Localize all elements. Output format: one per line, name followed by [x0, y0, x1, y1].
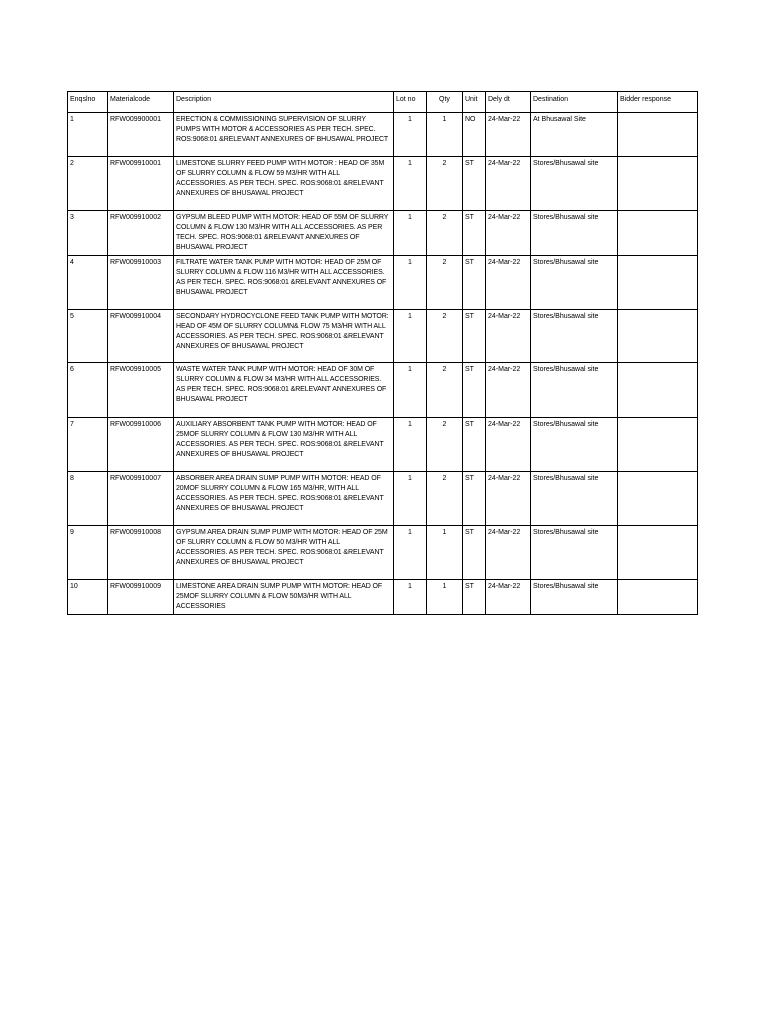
cell-destination: Stores/Bhusawal site [531, 418, 618, 472]
cell-materialcode: RFW009910003 [108, 256, 174, 310]
header-bidder-response: Bidder response [618, 92, 698, 113]
table-row [68, 256, 698, 310]
cell-bidder-response[interactable] [618, 363, 698, 418]
cell-unit: NO [463, 113, 486, 157]
cell-delydt: 24-Mar-22 [486, 256, 531, 310]
cell-delydt: 24-Mar-22 [486, 157, 531, 211]
cell-description: LIMESTONE SLURRY FEED PUMP WITH MOTOR : HEAD OF 35M OF SLURRY COLUMN & FLOW 59 M3/HR WITH ALL ACCESSORIES. AS PER TECH. SPEC. ROS:9068:01 &RELEVANT ANNEXURES OF BHUSAWAL PROJECT [174, 157, 394, 211]
cell-description: FILTRATE WATER TANK PUMP WITH MOTOR: HEAD OF 25M OF SLURRY COLUMN & FLOW 116 M3/HR WITH ALL ACCESSORIES. AS PER TECH. SPEC. ROS:9068:01 &RELEVANT ANNEXURES OF BHUSAWAL PROJECT [174, 256, 394, 310]
cell-destination: Stores/Bhusawal site [531, 310, 618, 363]
cell-lotno: 1 [394, 580, 427, 615]
cell-lotno: 1 [394, 418, 427, 472]
header-description: Description [174, 92, 394, 113]
table-row [68, 310, 698, 363]
cell-qty: 2 [427, 256, 463, 310]
cell-enqslno: 6 [68, 363, 108, 418]
cell-destination: Stores/Bhusawal site [531, 472, 618, 526]
cell-enqslno: 2 [68, 157, 108, 211]
cell-materialcode: RFW009910006 [108, 418, 174, 472]
cell-enqslno: 9 [68, 526, 108, 580]
cell-description: WASTE WATER TANK PUMP WITH MOTOR: HEAD OF 30M OF SLURRY COLUMN & FLOW 34 M3/HR WITH ALL ACCESSORIES. AS PER TECH. SPEC. ROS:9068:01 &RELEVANT ANNEXURES OF BHUSAWAL PROJECT [174, 363, 394, 418]
cell-description: SECONDARY HYDROCYCLONE FEED TANK PUMP WITH MOTOR: HEAD OF 45M OF SLURRY COLUMN& FLOW 75 M3/HR WITH ALL ACCESSORIES. AS PER TECH. SPEC. ROS:9068:01 &RELEVANT ANNEXURES OF BHUSAWAL PROJECT [174, 310, 394, 363]
cell-unit: ST [463, 526, 486, 580]
table-row [68, 363, 698, 418]
cell-delydt: 24-Mar-22 [486, 580, 531, 615]
cell-qty: 1 [427, 580, 463, 615]
cell-enqslno: 7 [68, 418, 108, 472]
cell-bidder-response[interactable] [618, 526, 698, 580]
cell-qty: 2 [427, 211, 463, 256]
cell-unit: ST [463, 418, 486, 472]
cell-bidder-response[interactable] [618, 472, 698, 526]
header-enqslno: Enqslno [68, 92, 108, 113]
cell-description: ABSORBER AREA DRAIN SUMP PUMP WITH MOTOR: HEAD OF 20MOF SLURRY COLUMN & FLOW 165 M3/HR, WITH ALL ACCESSORIES. AS PER TECH. SPEC. ROS:9068:01 &RELEVANT ANNEXURES OF BHUSAWAL PROJECT [174, 472, 394, 526]
header-qty: Qty [427, 92, 463, 113]
cell-delydt: 24-Mar-22 [486, 113, 531, 157]
cell-enqslno: 8 [68, 472, 108, 526]
cell-materialcode: RFW009910002 [108, 211, 174, 256]
table-row [68, 526, 698, 580]
cell-destination: Stores/Bhusawal site [531, 157, 618, 211]
cell-unit: ST [463, 157, 486, 211]
header-unit: Unit [463, 92, 486, 113]
cell-enqslno: 5 [68, 310, 108, 363]
cell-unit: ST [463, 310, 486, 363]
cell-materialcode: RFW009910004 [108, 310, 174, 363]
cell-delydt: 24-Mar-22 [486, 472, 531, 526]
cell-delydt: 24-Mar-22 [486, 310, 531, 363]
table-row [68, 211, 698, 256]
cell-bidder-response[interactable] [618, 418, 698, 472]
cell-destination: Stores/Bhusawal site [531, 526, 618, 580]
table-row [68, 472, 698, 526]
cell-delydt: 24-Mar-22 [486, 211, 531, 256]
cell-delydt: 24-Mar-22 [486, 526, 531, 580]
cell-qty: 2 [427, 472, 463, 526]
cell-lotno: 1 [394, 310, 427, 363]
cell-qty: 1 [427, 526, 463, 580]
cell-description: AUXILIARY ABSORBENT TANK PUMP WITH MOTOR: HEAD OF 25MOF SLURRY COLUMN & FLOW 130 M3/HR WITH ALL ACCESSORIES. AS PER TECH. SPEC. ROS:9068:01 &RELEVANT ANNEXURES OF BHUSAWAL PROJECT [174, 418, 394, 472]
cell-enqslno: 3 [68, 211, 108, 256]
cell-destination: Stores/Bhusawal site [531, 580, 618, 615]
cell-unit: ST [463, 472, 486, 526]
cell-qty: 2 [427, 310, 463, 363]
cell-description: ERECTION & COMMISSIONING SUPERVISION OF SLURRY PUMPS WITH MOTOR & ACCESSORIES AS PER TECH. SPEC. ROS:9068:01 &RELEVANT ANNEXURES OF BHUSAWAL PROJECT [174, 113, 394, 157]
cell-unit: ST [463, 211, 486, 256]
cell-qty: 1 [427, 113, 463, 157]
cell-materialcode: RFW009900001 [108, 113, 174, 157]
cell-lotno: 1 [394, 157, 427, 211]
cell-destination: At Bhusawal Site [531, 113, 618, 157]
cell-unit: ST [463, 580, 486, 615]
cell-bidder-response[interactable] [618, 310, 698, 363]
cell-bidder-response[interactable] [618, 157, 698, 211]
cell-unit: ST [463, 363, 486, 418]
cell-enqslno: 10 [68, 580, 108, 615]
header-delydt: Dely dt [486, 92, 531, 113]
cell-materialcode: RFW009910009 [108, 580, 174, 615]
table-row [68, 580, 698, 615]
cell-lotno: 1 [394, 472, 427, 526]
table-row [68, 113, 698, 157]
header-destination: Destination [531, 92, 618, 113]
cell-materialcode: RFW009910005 [108, 363, 174, 418]
table-row [68, 418, 698, 472]
cell-bidder-response[interactable] [618, 113, 698, 157]
cell-destination: Stores/Bhusawal site [531, 256, 618, 310]
table-header-row [68, 92, 698, 113]
cell-lotno: 1 [394, 526, 427, 580]
cell-destination: Stores/Bhusawal site [531, 211, 618, 256]
cell-enqslno: 4 [68, 256, 108, 310]
cell-qty: 2 [427, 418, 463, 472]
cell-description: GYPSUM BLEED PUMP WITH MOTOR: HEAD OF 55M OF SLURRY COLUMN & FLOW 130 M3/HR WITH ALL ACCESSORIES. AS PER TECH. SPEC. ROS:9068:01 &RELEVANT ANNEXURES OF BHUSAWAL PROJECT [174, 211, 394, 256]
cell-materialcode: RFW009910001 [108, 157, 174, 211]
cell-qty: 2 [427, 157, 463, 211]
cell-delydt: 24-Mar-22 [486, 363, 531, 418]
cell-enqslno: 1 [68, 113, 108, 157]
header-materialcode: Materialcode [108, 92, 174, 113]
cell-materialcode: RFW009910008 [108, 526, 174, 580]
cell-materialcode: RFW009910007 [108, 472, 174, 526]
cell-lotno: 1 [394, 363, 427, 418]
enquiry-table [67, 91, 698, 615]
cell-destination: Stores/Bhusawal site [531, 363, 618, 418]
table-row [68, 157, 698, 211]
cell-description: GYPSUM AREA DRAIN SUMP PUMP WITH MOTOR: HEAD OF 25M OF SLURRY COLUMN & FLOW 50 M3/HR WITH ALL ACCESSORIES. AS PER TECH. SPEC. ROS:9068:01 &RELEVANT ANNEXURES OF BHUSAWAL PROJECT [174, 526, 394, 580]
cell-lotno: 1 [394, 211, 427, 256]
cell-bidder-response[interactable] [618, 256, 698, 310]
cell-unit: ST [463, 256, 486, 310]
cell-description: LIMESTONE AREA DRAIN SUMP PUMP WITH MOTOR: HEAD OF 25MOF SLURRY COLUMN & FLOW 50M3/HR WITH ALL ACCESSORIES [174, 580, 394, 615]
cell-delydt: 24-Mar-22 [486, 418, 531, 472]
header-lotno: Lot no [394, 92, 427, 113]
cell-lotno: 1 [394, 113, 427, 157]
cell-qty: 2 [427, 363, 463, 418]
cell-lotno: 1 [394, 256, 427, 310]
cell-bidder-response[interactable] [618, 211, 698, 256]
cell-bidder-response[interactable] [618, 580, 698, 615]
